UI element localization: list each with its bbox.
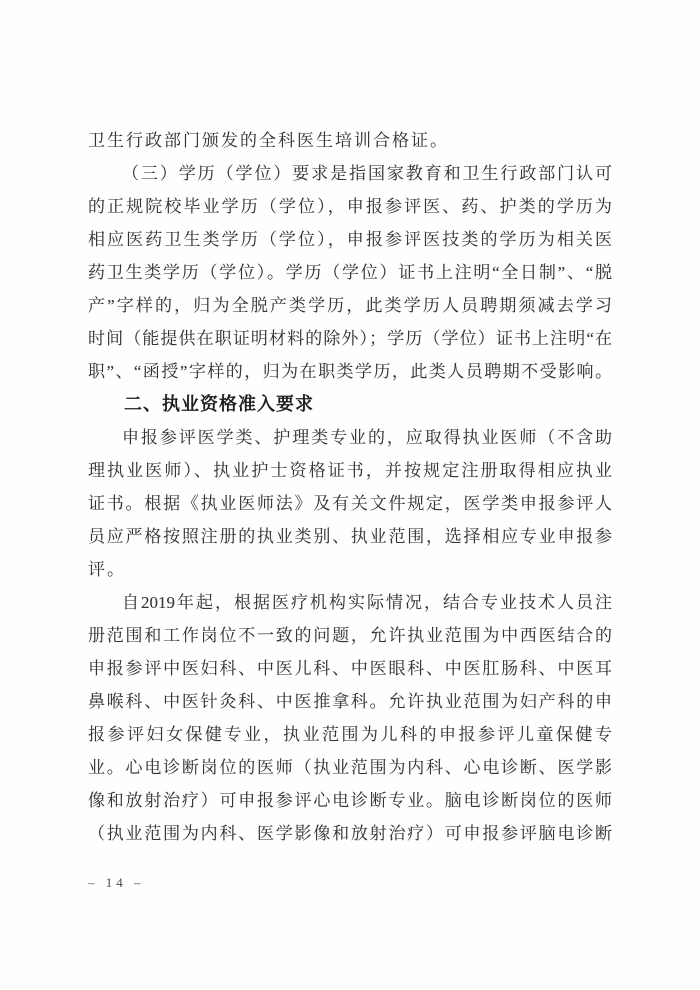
text-line: 申报参评中医妇科、中医儿科、中医眼科、中医肛肠科、中医耳 [88,659,612,678]
text-line: 评。 [88,560,126,579]
text-line: （执业范围为内科、医学影像和放射治疗）可申报参评脑电诊断 [88,824,612,843]
text-line: 时间（能提供在职证明材料的除外）；学历（学位）证书上注明“在 [88,329,612,348]
section-heading: 二、执业资格准入要求 [124,394,314,414]
text-line: 产”字样的，归为全脱产类学历，此类学历人员聘期须减去学习 [88,296,612,315]
text-line: 理执业医师）、执业护士资格证书，并按规定注册取得相应执业 [88,461,612,480]
text-line: 册范围和工作岗位不一致的问题，允许执业范围为中西医结合的 [88,626,612,645]
page-number: – 14 – [88,875,145,890]
text-line: 鼻喉科、中医针灸科、中医推拿科。允许执业范围为妇产科的申 [88,692,612,711]
text-line: 像和放射治疗）可申报参评心电诊断专业。脑电诊断岗位的医师 [88,791,612,810]
text-line: （三）学历（学位）要求是指国家教育和卫生行政部门认可 [122,164,612,183]
text-line: 员应严格按照注册的执业类别、执业范围，选择相应专业申报参 [88,527,612,546]
text-line: 业。心电诊断岗位的医师（执业范围为内科、心电诊断、医学影 [88,758,612,777]
text-line: 相应医药卫生类学历（学位），申报参评医技类的学历为相关医 [88,230,612,249]
text-line: 证书。根据《执业医师法》及有关文件规定，医学类申报参评人 [88,494,612,513]
text-line: 职”、“函授”字样的，归为在职类学历，此类人员聘期不受影响。 [88,362,612,381]
text-line: 的正规院校毕业学历（学位），申报参评医、药、护类的学历为 [88,197,612,216]
text-line: 自2019年起，根据医疗机构实际情况，结合专业技术人员注 [122,593,612,612]
text-line: 药卫生类学历（学位）。学历（学位）证书上注明“全日制”、“脱 [88,263,612,282]
text-line: 申报参评医学类、护理类专业的，应取得执业医师（不含助 [122,428,612,447]
text-line: 卫生行政部门颁发的全科医生培训合格证。 [88,131,449,150]
text-line: 报参评妇女保健专业，执业范围为儿科的申报参评儿童保健专 [88,725,612,744]
document-body [88,124,612,850]
